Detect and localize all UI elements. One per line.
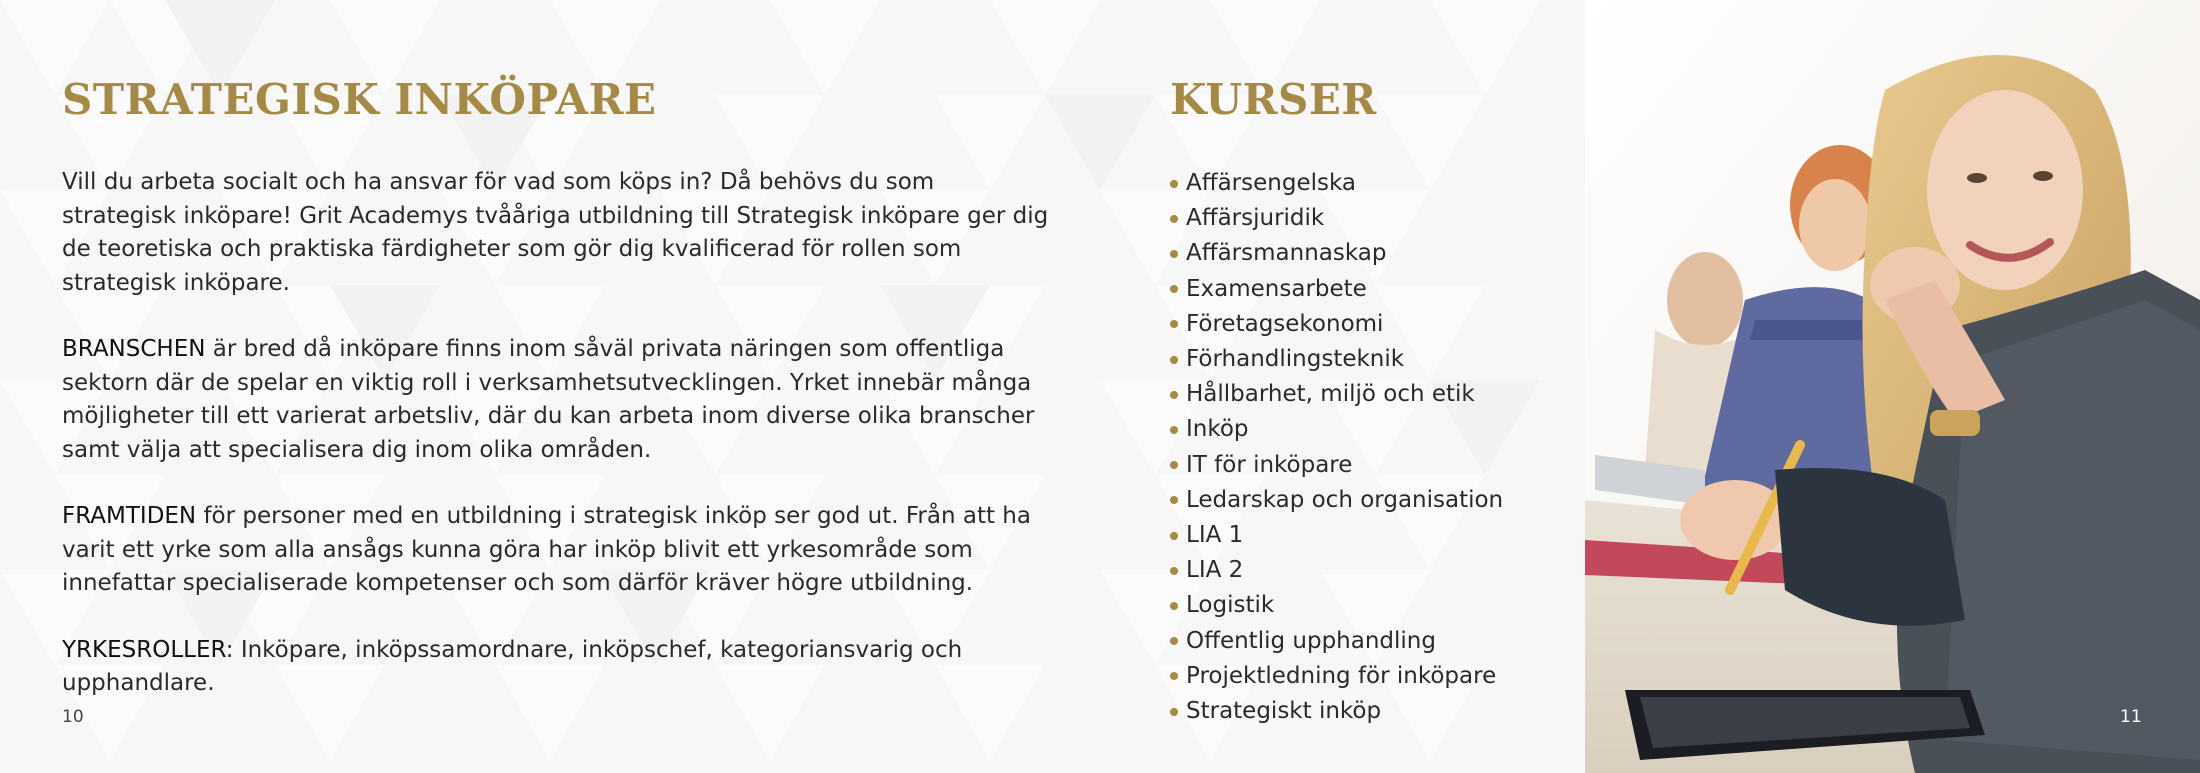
course-label: Förhandlingsteknik <box>1186 346 1405 373</box>
course-item <box>1170 307 1570 342</box>
bullet-icon <box>1170 180 1178 188</box>
right-page <box>1170 70 1570 729</box>
course-item <box>1170 518 1570 553</box>
yrkesroller-keyword: YRKESROLLER <box>62 636 226 663</box>
course-label: Företagsekonomi <box>1186 310 1384 337</box>
bullet-icon <box>1170 461 1178 469</box>
bullet-icon <box>1170 250 1178 258</box>
course-label: Examensarbete <box>1186 275 1367 302</box>
course-item <box>1170 694 1570 729</box>
course-item <box>1170 412 1570 447</box>
bullet-icon <box>1170 285 1178 293</box>
bullet-icon <box>1170 708 1178 716</box>
branschen-keyword: BRANSCHEN <box>62 336 206 362</box>
course-label: Affärsjuridik <box>1186 205 1325 232</box>
course-label: IT för inköpare <box>1186 451 1353 478</box>
bullet-icon <box>1170 356 1178 364</box>
course-label: Projektledning för inköpare <box>1186 662 1497 689</box>
page-number-right: 11 <box>2120 707 2142 727</box>
framtiden-text: för personer med en utbildning i strategisk inköp ser god ut. Från att ha varit ett yrke som alla ansågs kunna göra har inköp blivit ett yrkesområde som innefattar specialiserade kompetenser och som därför kräver högre utbildning. <box>62 503 1031 596</box>
course-label: LIA 1 <box>1186 522 1244 549</box>
framtiden-paragraph <box>62 500 1052 601</box>
bullet-icon <box>1170 391 1178 399</box>
course-item <box>1170 377 1570 412</box>
course-label: Affärsmannaskap <box>1186 240 1387 267</box>
course-label: Logistik <box>1186 592 1275 619</box>
course-item <box>1170 342 1570 377</box>
bullet-icon <box>1170 532 1178 540</box>
branschen-text: är bred då inköpare finns inom såväl privata näringen som offentliga sektorn där de spelar en viktig roll i verksamhetsutvecklingen. Yrket innebär många möjligheter till ett varierat arbetsliv, där du kan arbeta inom diverse olika branscher samt välja att specialisera dig inom olika områden. <box>62 336 1035 463</box>
course-item <box>1170 166 1570 201</box>
bullet-icon <box>1170 215 1178 223</box>
page-title: STRATEGISK INKÖPARE <box>62 75 657 124</box>
student-photo <box>1585 0 2200 773</box>
course-item <box>1170 553 1570 588</box>
page-number-left: 10 <box>62 707 84 727</box>
course-item <box>1170 236 1570 271</box>
bullet-icon <box>1170 426 1178 434</box>
course-item <box>1170 588 1570 623</box>
bullet-icon <box>1170 320 1178 328</box>
course-label: Offentlig upphandling <box>1186 627 1436 654</box>
bullet-icon <box>1170 496 1178 504</box>
course-item <box>1170 448 1570 483</box>
course-label: Ledarskap och organisation <box>1186 486 1504 513</box>
course-item <box>1170 272 1570 307</box>
course-item <box>1170 483 1570 518</box>
course-item <box>1170 201 1570 236</box>
intro-paragraph: Vill du arbeta socialt och ha ansvar för vad som köps in? Då behövs du som strategisk inköpare! Grit Academys tvååriga utbildning till Strategisk inköpare ger dig de teoretiska och praktiska färdigheter som gör dig kvalificerad för rollen som strategisk inköpare. <box>62 169 1049 296</box>
yrkesroller-paragraph <box>62 634 1052 701</box>
bullet-icon <box>1170 672 1178 680</box>
course-label: LIA 2 <box>1186 557 1244 584</box>
framtiden-keyword: FRAMTIDEN <box>62 503 197 529</box>
course-list <box>1170 166 1570 729</box>
courses-heading: KURSER <box>1170 75 1377 124</box>
bullet-icon <box>1170 602 1178 610</box>
course-label: Inköp <box>1186 416 1249 443</box>
branschen-paragraph <box>62 333 1052 467</box>
bullet-icon <box>1170 567 1178 575</box>
bullet-icon <box>1170 637 1178 645</box>
course-label: Strategiskt inköp <box>1186 698 1382 725</box>
course-label: Affärsengelska <box>1186 170 1356 196</box>
left-page <box>62 70 1052 734</box>
course-item <box>1170 659 1570 694</box>
yrkesroller-text: : Inköpare, inköpssamordnare, inköpschef, kategoriansvarig och upphandlare. <box>62 636 963 696</box>
course-item <box>1170 624 1570 659</box>
course-label: Hållbarhet, miljö och etik <box>1186 381 1475 408</box>
